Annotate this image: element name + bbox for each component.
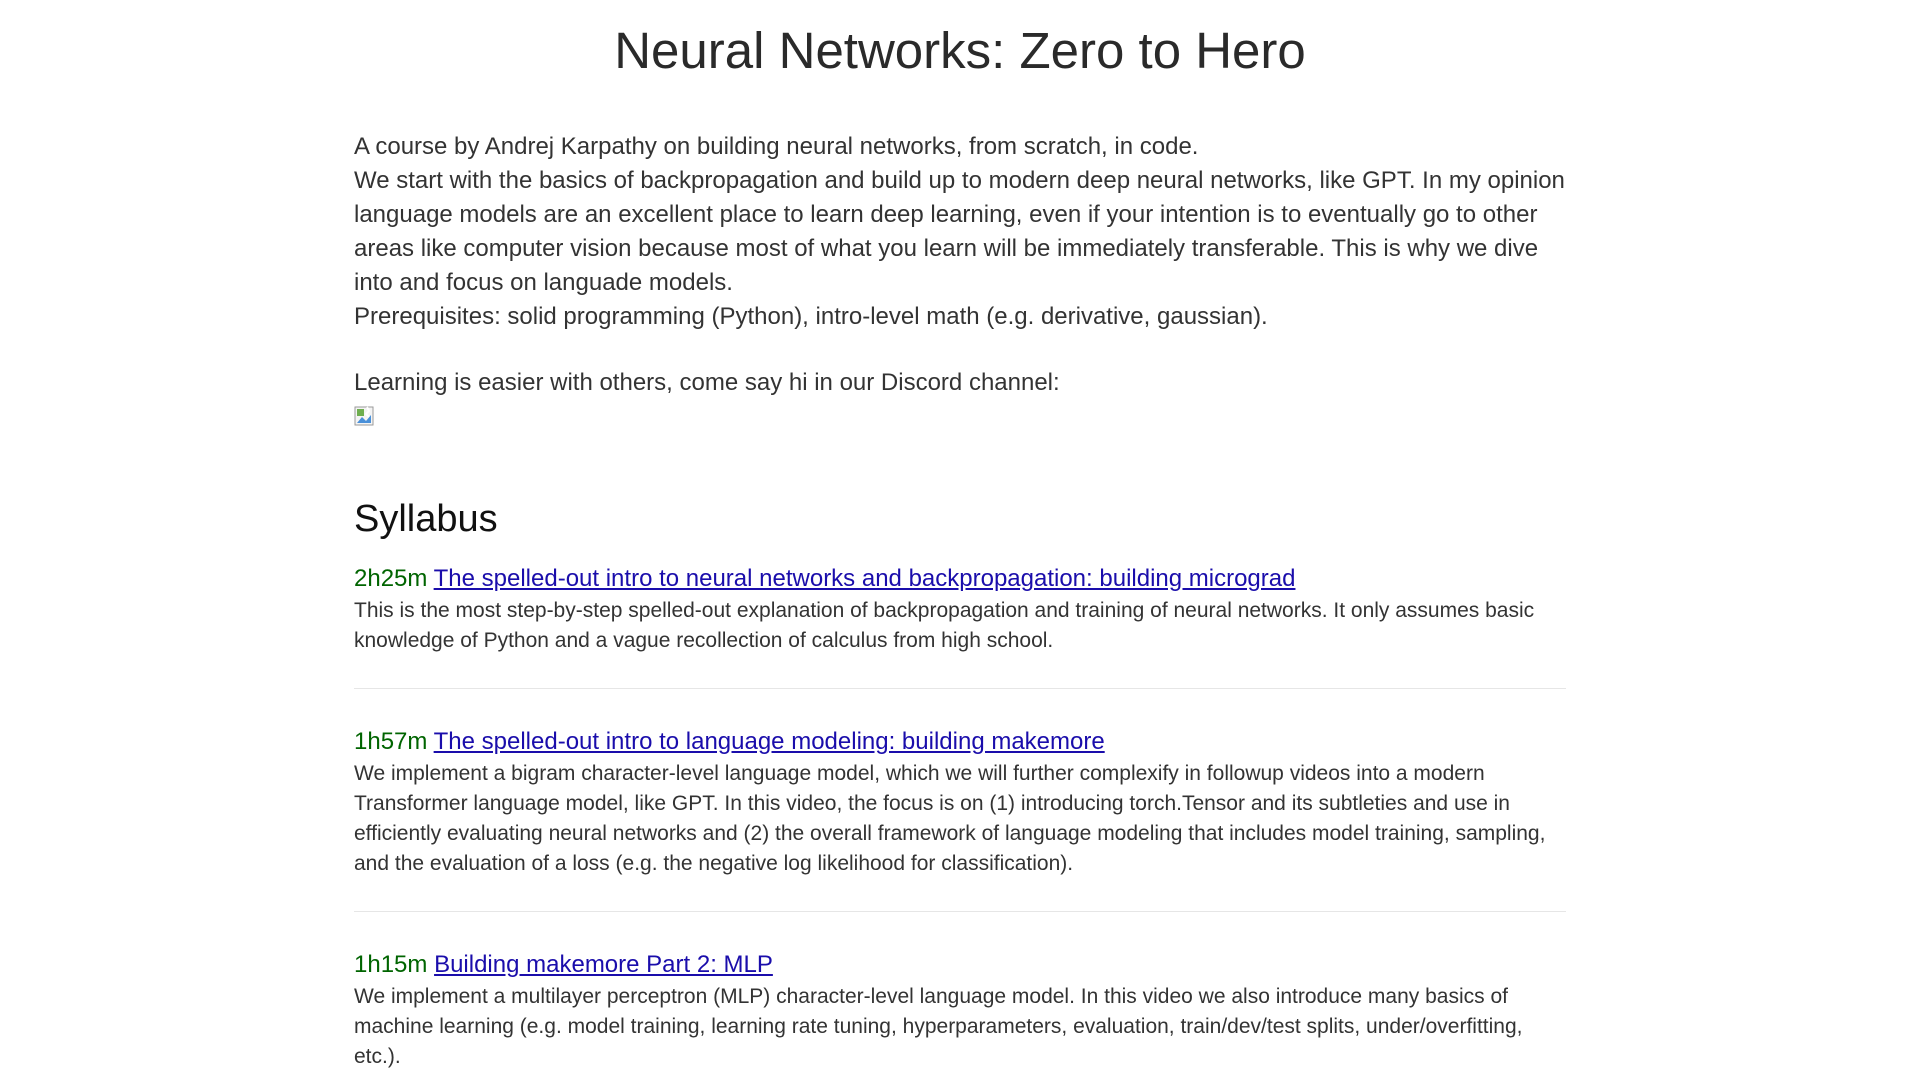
lecture-item — [354, 542, 1566, 689]
lecture-header — [354, 727, 1566, 757]
lecture-duration: 1h15m — [354, 951, 428, 978]
intro-author-line: A course by Andrej Karpathy on building neural networks, from scratch, in code. — [354, 133, 1199, 160]
course-intro — [354, 130, 1566, 438]
discord-image-link[interactable] — [354, 406, 376, 428]
intro-prerequisites: Prerequisites: solid programming (Python), intro-level math (e.g. derivative, gaussian). — [354, 303, 1268, 330]
lecture-item — [354, 912, 1566, 1080]
lecture-description: We implement a bigram character-level language model, which we will further complexify in followup videos into a modern Transformer language model, like GPT. In this video, the focus is on (1) introducing torch.Tensor and its subtleties and use in efficiently evaluating neural networks and (2) the overall framework of language modeling that includes model training, sampling, and the evaluation of a loss (e.g. the negative log likelihood for classification). — [354, 762, 1546, 875]
lecture-link-micrograd[interactable]: The spelled-out intro to neural networks and backpropagation: building micrograd — [433, 565, 1296, 592]
lecture-header — [354, 564, 1566, 594]
lecture-description: This is the most step-by-step spelled-out explanation of backpropagation and training of neural networks. It only assumes basic knowledge of Python and a vague recollection of calculus from high school. — [354, 599, 1535, 652]
lecture-description: We implement a multilayer perceptron (MLP) character-level language model. In this video we also introduce many basics of machine learning (e.g. model training, learning rate tuning, hyperparameters, evaluation, train/dev/test splits, under/overfitting, etc.). — [354, 985, 1523, 1068]
lecture-item — [354, 689, 1566, 912]
broken-image-icon — [354, 406, 376, 428]
lecture-link-makemore[interactable]: The spelled-out intro to language modeling: building makemore — [433, 728, 1105, 755]
page-container — [354, 0, 1566, 1080]
discord-invite-text: Learning is easier with others, come say hi in our Discord channel: — [354, 369, 1060, 396]
page-title: Neural Networks: Zero to Hero — [614, 22, 1306, 79]
lecture-header — [354, 950, 1566, 980]
lecture-duration: 1h57m — [354, 728, 428, 755]
intro-description: We start with the basics of backpropagation and build up to modern deep neural networks, like GPT. In my opinion language models are an excellent place to learn deep learning, even if your intention is to eventually go to other areas like computer vision because most of what you learn will be immediately transferable. This is why we dive into and focus on languade models. — [354, 167, 1565, 296]
lecture-link-makemore-mlp[interactable]: Building makemore Part 2: MLP — [434, 951, 773, 978]
lecture-duration: 2h25m — [354, 565, 428, 592]
syllabus-heading: Syllabus — [354, 498, 498, 540]
